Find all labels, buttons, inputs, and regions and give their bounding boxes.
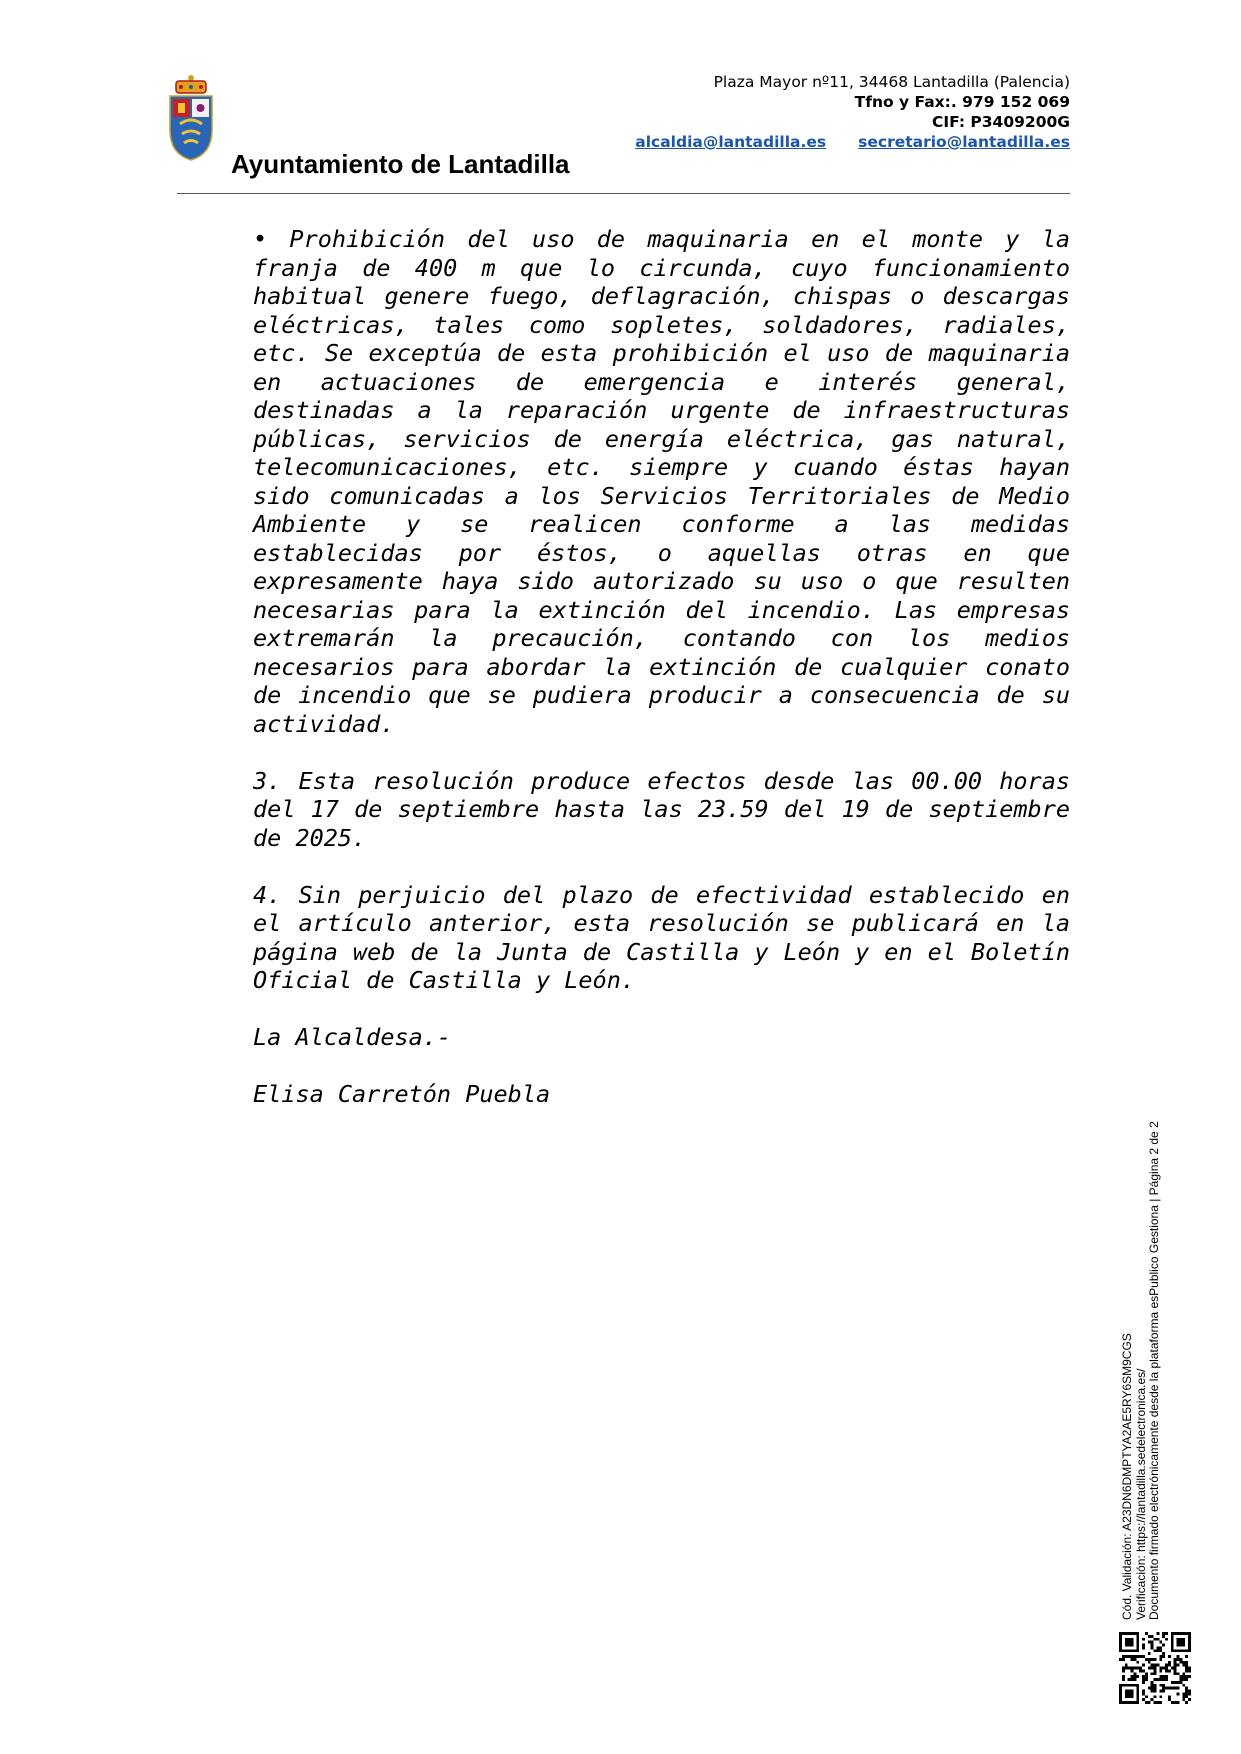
cif: CIF: P3409200G [931, 113, 1070, 131]
signer-name: Elisa Carretón Puebla [253, 1080, 551, 1108]
qr-code-icon [1119, 1632, 1191, 1704]
point-4-paragraph: 4. Sin perjuicio del plazo de efectividad establecido en el artículo anterior, esta resolución se publicará en la página web de la Junta de Castilla y León y en el Boletín Oficial de Castilla y León. [253, 880, 1070, 994]
email-links [635, 132, 1070, 152]
email-alcaldia-link[interactable]: alcaldia@lantadilla.es [635, 133, 827, 151]
signature-notice: Documento firmado electrónicamente desde la plataforma esPublico Gestiona | Página 2 de 2 [1147, 1121, 1161, 1620]
verification-stamp [1121, 1121, 1162, 1620]
bullet-paragraph: • Prohibición del uso de maquinaria en el monte y la franja de 400 m que lo circunda, cuyo funcionamiento habitual genere fuego, deflagración, chispas o descargas eléctricas, tales como sopletes, soldadores, radiales, etc. Se exceptúa de esta prohibición el uso de maquinaria en actuaciones de emergencia e interés general, destinadas a la reparación urgente de infraestructuras públicas, servicios de energía eléctrica, gas natural, telecomunicaciones, etc. siempre y cuando éstas hayan sido comunicadas a los Servicios Territoriales de Medio Ambiente y se realicen conforme a las medidas establecidas por éstos, o aquellas otras en que expresamente haya sido autorizado su uso o que resulten necesarias para la extinción del incendio. Las empresas extremarán la precaución, contando con los medios necesarios para abordar la extinción de cualquier conato de incendio que se pudiera producir a consecuencia de su actividad. [253, 225, 1070, 738]
signer-title: La Alcaldesa.- [253, 1023, 452, 1051]
coat-of-arms-logo [166, 72, 216, 162]
validation-code: Cód. Validación: A23DN6DMPTYA2AE5RY6SM9CGS [1120, 1333, 1134, 1620]
contact-block [635, 72, 1070, 152]
phone-fax: Tfno y Fax:. 979 152 069 [854, 93, 1070, 111]
address: Plaza Mayor nº11, 34468 Lantadilla (Palencia) [713, 73, 1070, 91]
point-3-paragraph: 3. Esta resolución produce efectos desde las 00.00 horas del 17 de septiembre hasta las 23.59 del 19 de septiembre de 2025. [253, 766, 1070, 852]
email-secretario-link[interactable]: secretario@lantadilla.es [858, 133, 1070, 151]
header-divider [177, 193, 1070, 194]
verification-url: Verificación: https://lantadilla.sedelectronica.es/ [1133, 1368, 1148, 1620]
document-body [253, 225, 1070, 1109]
organization-name: Ayuntamiento de Lantadilla [231, 149, 570, 179]
